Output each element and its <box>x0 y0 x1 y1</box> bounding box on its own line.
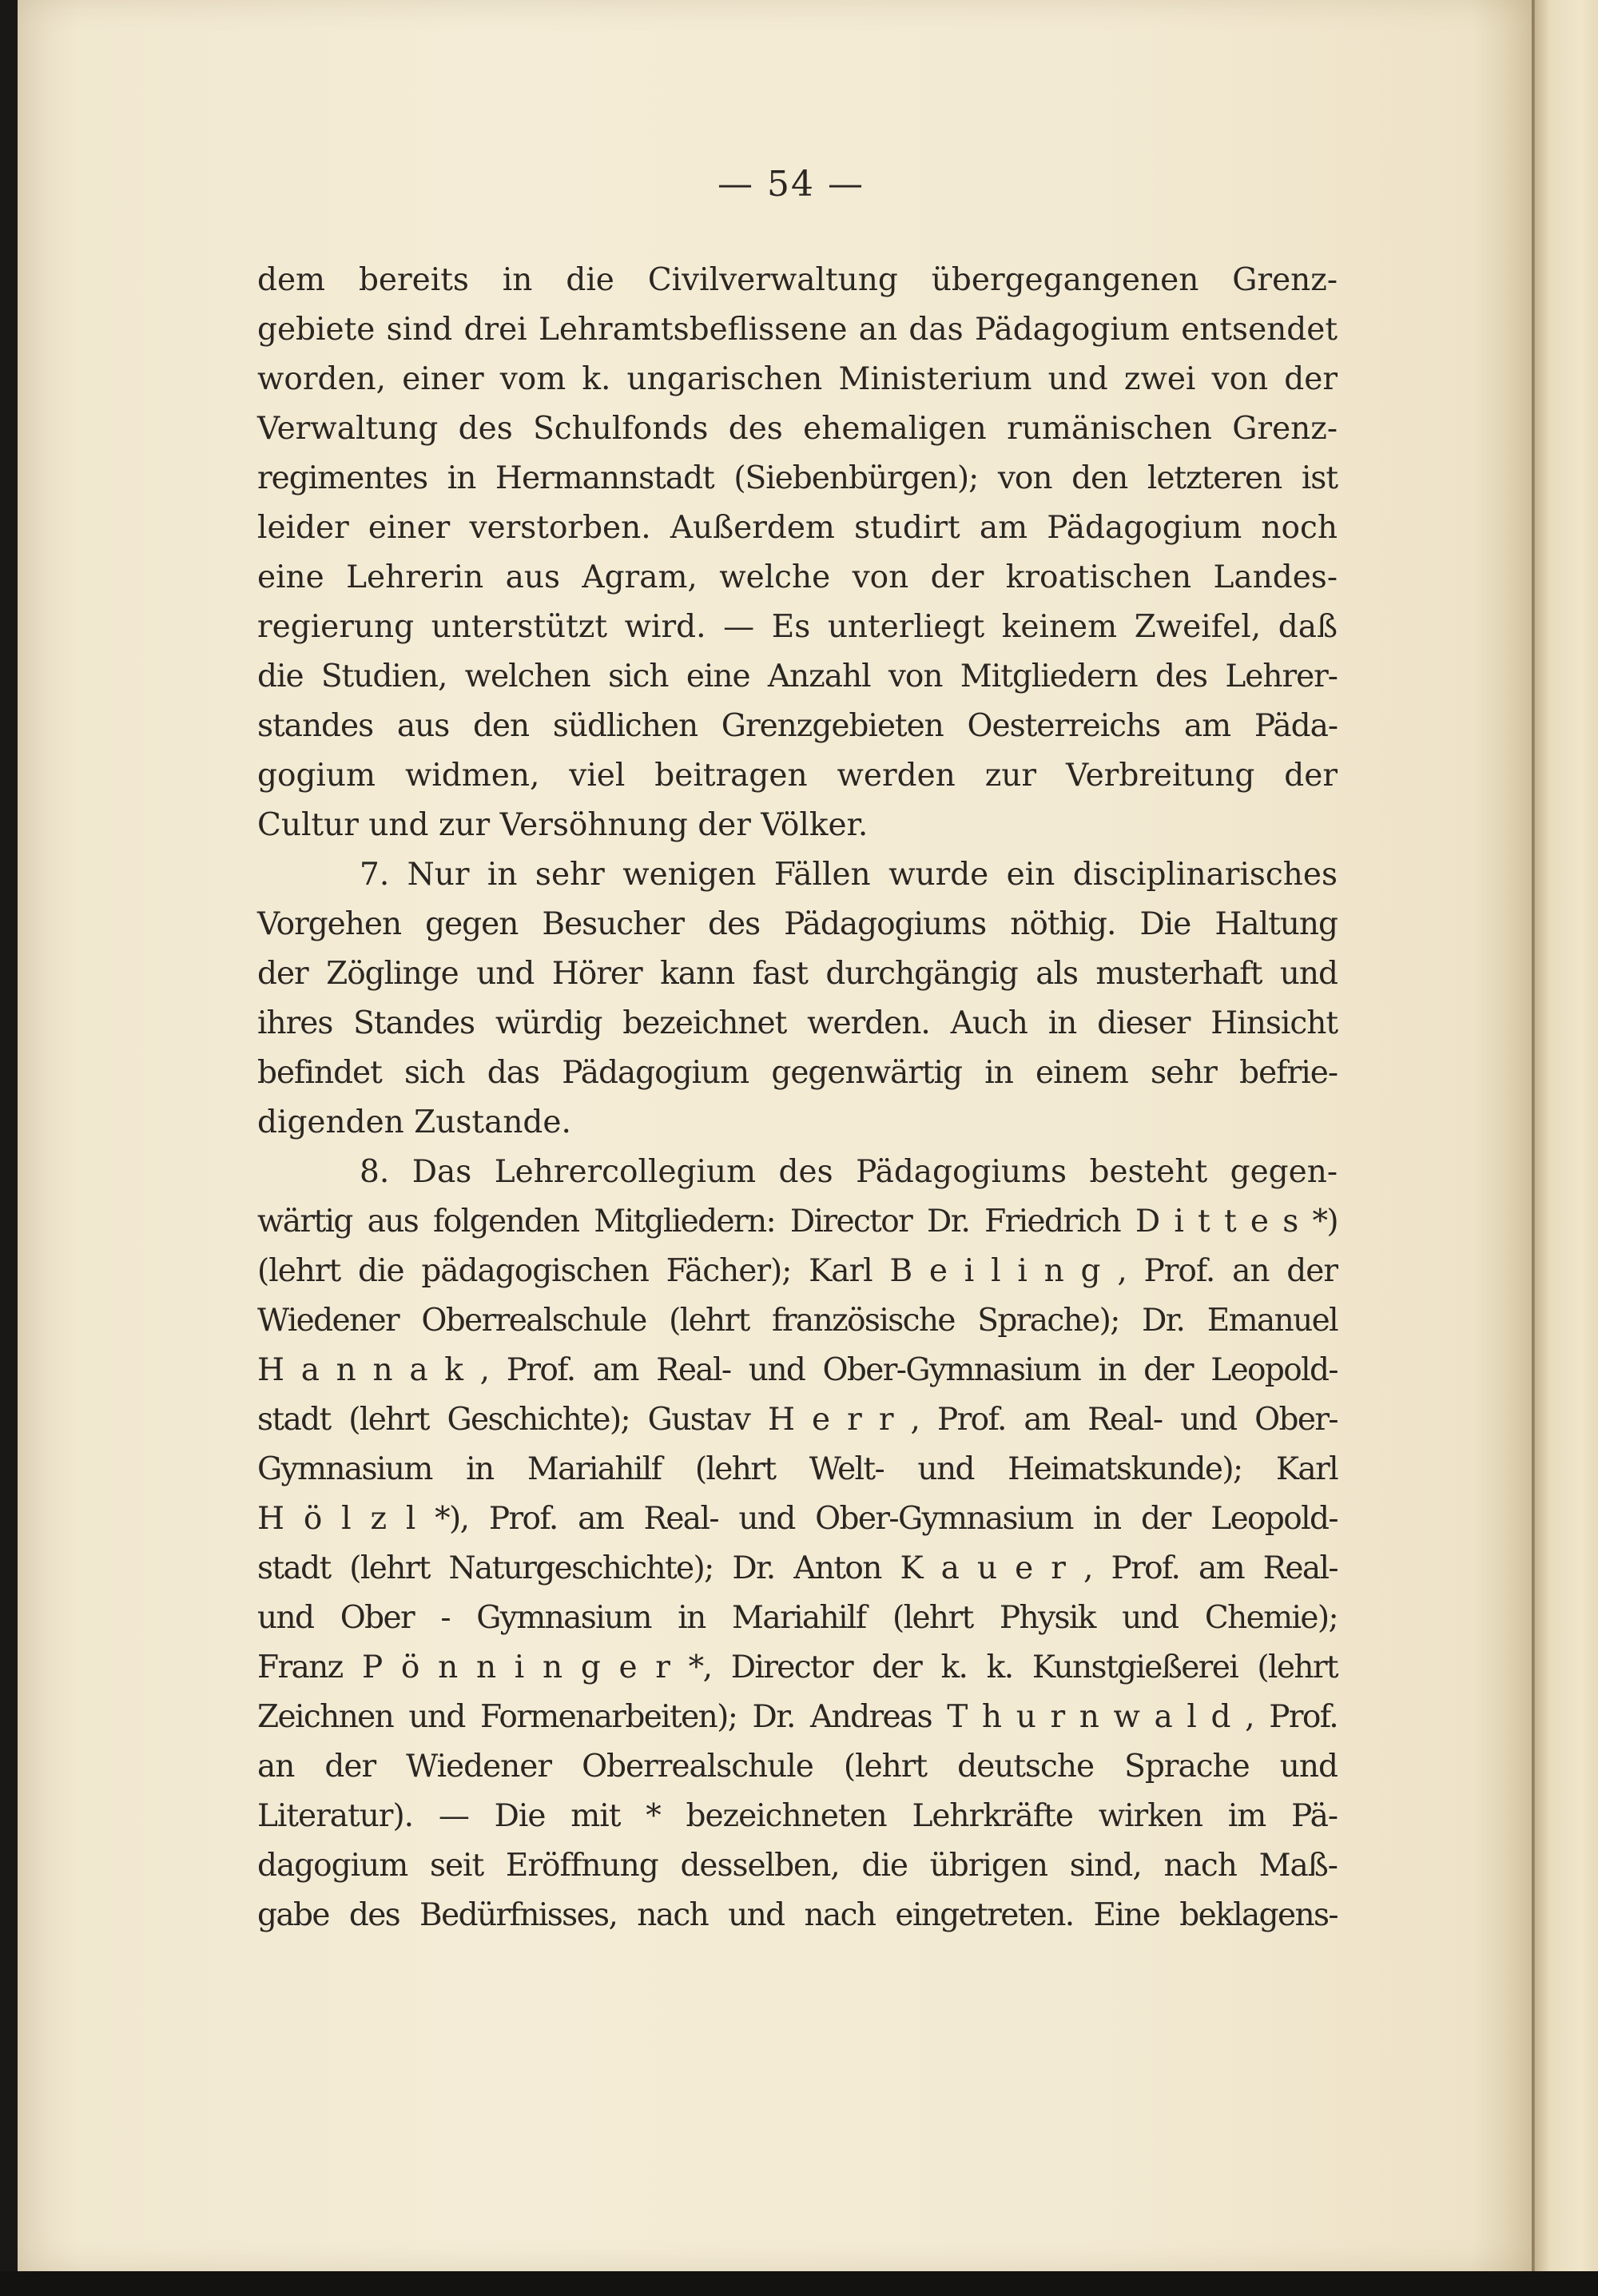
text-line: worden, einer vom k. ungarischen Ministerium und zwei von der <box>257 361 1338 397</box>
text-line: gebiete sind drei Lehramtsbeflissene an das Pädagogium entsendet <box>257 312 1338 348</box>
text-line: regimentes in Hermannstadt (Siebenbürgen); von den letzteren ist <box>257 460 1338 496</box>
text-line: Gymnasium in Mariahilf (lehrt Welt- und Heimatskunde); Karl <box>257 1451 1338 1487</box>
text-line: stadt (lehrt Geschichte); Gustav H e r r , Prof. am Real- und Ober- <box>257 1402 1338 1438</box>
text-line: H a n n a k , Prof. am Real- und Ober-Gymnasium in der Leopold- <box>257 1352 1338 1388</box>
text-line: eine Lehrerin aus Agram, welche von der kroatischen Landes- <box>257 559 1338 595</box>
text-line: befindet sich das Pädagogium gegenwärtig in einem sehr befrie- <box>257 1055 1338 1091</box>
text-line: an der Wiedener Oberrealschule (lehrt deutsche Sprache und <box>257 1749 1338 1785</box>
text-line: standes aus den südlichen Grenzgebieten Oesterreichs am Päda- <box>257 708 1338 744</box>
text-line: Wiedener Oberrealschule (lehrt französische Sprache); Dr. Emanuel <box>257 1303 1338 1339</box>
text-line: und Ober - Gymnasium in Mariahilf (lehrt Physik und Chemie); <box>257 1600 1338 1636</box>
text-line: gabe des Bedürfnisses, nach und nach eingetreten. Eine beklagens- <box>257 1897 1338 1933</box>
page-gutter <box>1532 0 1535 2271</box>
text-line: Cultur und zur Versöhnung der Völker. <box>257 807 869 843</box>
text-line: regierung unterstützt wird. — Es unterliegt keinem Zweifel, daß <box>257 609 1338 645</box>
text-line: Verwaltung des Schulfonds des ehemaligen rumänischen Grenz- <box>257 411 1338 447</box>
text-line: der Zöglinge und Hörer kann fast durchgängig als musterhaft und <box>257 956 1338 992</box>
text-line: wärtig aus folgenden Mitgliedern: Director Dr. Friedrich D i t t e s *) <box>257 1204 1338 1240</box>
text-line: Zeichnen und Formenarbeiten); Dr. Andreas T h u r n w a l d , Prof. <box>257 1699 1338 1735</box>
text-line: 7. Nur in sehr wenigen Fällen wurde ein disciplinarisches <box>360 857 1338 893</box>
next-page-edge <box>1532 0 1598 2271</box>
text-line: dagogium seit Eröffnung desselben, die übrigen sind, nach Maß- <box>257 1848 1338 1884</box>
text-line: Franz P ö n n i n g e r *, Director der k. k. Kunstgießerei (lehrt <box>257 1649 1338 1685</box>
text-line: (lehrt die pädagogischen Fächer); Karl B e i l i n g , Prof. an der <box>257 1253 1338 1289</box>
page-number: — 54 — <box>718 164 865 205</box>
body-text <box>257 256 1338 1940</box>
text-line: die Studien, welchen sich eine Anzahl von Mitgliedern des Lehrer- <box>257 659 1338 694</box>
text-line: leider einer verstorben. Außerdem studirt am Pädagogium noch <box>257 510 1338 546</box>
text-line: H ö l z l *), Prof. am Real- und Ober-Gymnasium in der Leopold- <box>257 1501 1338 1537</box>
text-line: Literatur). — Die mit * bezeichneten Lehrkräfte wirken im Pä- <box>257 1798 1338 1834</box>
text-line: dem bereits in die Civilverwaltung übergegangenen Grenz- <box>257 262 1338 298</box>
text-line: 8. Das Lehrercollegium des Pädagogiums besteht gegen- <box>360 1154 1338 1190</box>
scan-border <box>0 2271 1598 2296</box>
text-line: stadt (lehrt Naturgeschichte); Dr. Anton K a u e r , Prof. am Real- <box>257 1550 1338 1586</box>
text-line: digenden Zustande. <box>257 1104 571 1140</box>
text-line: gogium widmen, viel beitragen werden zur Verbreitung der <box>257 758 1338 794</box>
text-line: ihres Standes würdig bezeichnet werden. Auch in dieser Hinsicht <box>257 1005 1338 1041</box>
text-line: Vorgehen gegen Besucher des Pädagogiums nöthig. Die Haltung <box>257 906 1338 942</box>
